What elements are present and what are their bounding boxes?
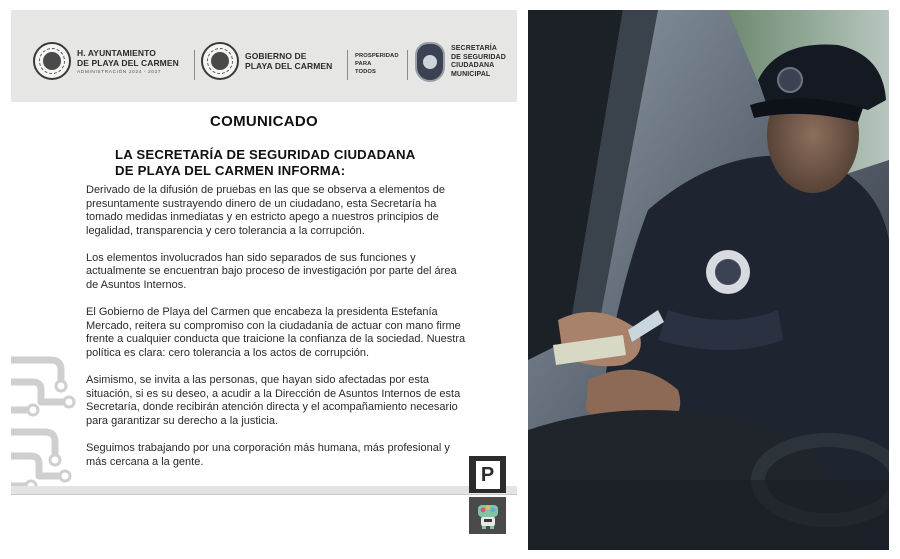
secretaria-line4: MUNICIPAL [451,70,491,78]
ayuntamiento-logo [33,42,179,80]
paragraph: Los elementos involucrados han sido separados de sus funciones y actualmente se encuentran bajo proceso de investigación por parte del área de Asuntos Internos. [86,251,457,292]
gobierno-logo [201,42,332,80]
document-subtitle [115,147,445,179]
document-body [86,184,468,483]
mascot-icon [469,497,506,534]
slogan-line2: PARA [355,61,372,67]
press-release-document [11,10,517,550]
p-logo-icon [469,456,506,493]
secretaria-line3: CIUDADANA [451,62,495,69]
ayuntamiento-administration: ADMINISTRACIÓN 2024 - 2027 [77,69,162,75]
footer-divider [11,494,517,495]
subtitle-line1: LA SECRETARÍA DE SEGURIDAD CIUDADANA [115,147,416,162]
footer-bar [11,486,517,494]
paragraph: Asimismo, se invita a las personas, que hayan sido afectadas por esta situación, si es su deseo, a acudir a la Dirección de Asuntos Internos de esta Secretaría, donde recibirán atención directa y el acompañamiento necesario para garantizar su derecho a la justicia. [86,374,461,427]
municipal-seal-icon [33,42,71,80]
cap-badge [778,68,802,92]
header-divider [407,50,408,80]
document-title: COMUNICADO [210,113,318,130]
paragraph: Seguimos trabajando por una corporación más humana, más profesional y más cercana a la gente. [86,441,450,468]
subtitle-line2: DE PLAYA DEL CARMEN INFORMA: [115,163,346,178]
gobierno-line2: PLAYA DEL CARMEN [245,61,333,71]
secretaria-line2: DE SEGURIDAD [451,53,506,61]
officer-photo [528,10,889,550]
slogan-line3: TODOS [355,69,377,75]
header-divider [194,50,195,80]
gobierno-line1: GOBIERNO DE [245,51,307,61]
gobierno-seal-icon [201,42,239,80]
document-header [11,10,517,102]
shoulder-patch-center [715,259,741,285]
p-logo-letter: P [476,461,500,489]
header-divider [347,50,348,80]
secretaria-logo [415,42,506,82]
paragraph: El Gobierno de Playa del Carmen que encabeza la presidenta Estefanía Mercado, reitera su compromiso con la ciudadanía de actuar con mano firme frente a cualquier conducta que traicione la confianza de la sociedad. Nuestra política es clara: cero tolerancia a los actos de corrupción. [86,306,466,359]
circuit-decoration-icon [11,352,83,502]
ayuntamiento-line2: DE PLAYA DEL CARMEN [77,57,179,68]
slogan [355,52,399,76]
slogan-line1: PROSPERIDAD [355,53,399,59]
secretaria-line1: SECRETARÍA [451,45,497,52]
ayuntamiento-line1: H. AYUNTAMIENTO [77,47,156,58]
police-badge-icon [415,42,445,82]
paragraph: Derivado de la difusión de pruebas en las que se observa a elementos de presuntamente sustrayendo dinero de un ciudadano, esta Secretaría ha tomado medidas inmediatas y en estricto apego a nuestros principios de legalidad, transparencia y cero tolerancia a la corrupción. [86,184,445,237]
vehicle-interior [528,480,889,550]
